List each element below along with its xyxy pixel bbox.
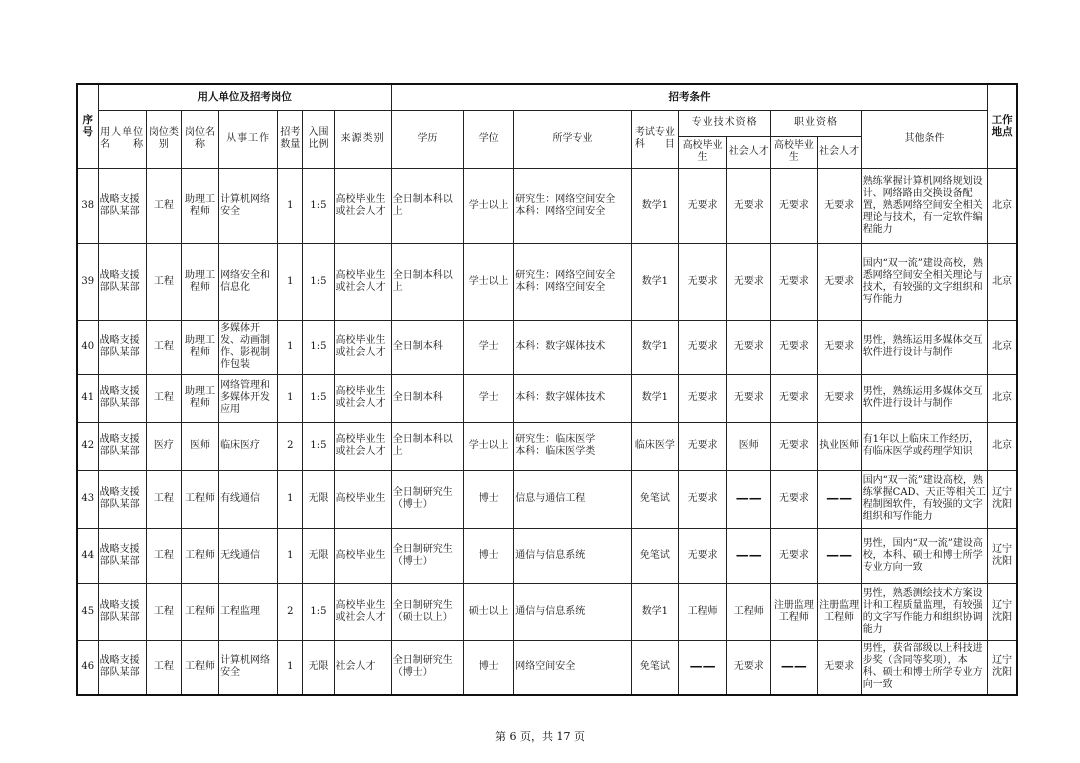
cell-duty: 网络安全和信息化 xyxy=(219,243,278,320)
cell-ratio: 1:5 xyxy=(303,422,334,470)
table-row xyxy=(77,243,1017,320)
cell-source: 高校毕业生或社会人才 xyxy=(334,320,391,374)
header-location: 工作地点 xyxy=(988,84,1017,168)
cell-ratio: 1:5 xyxy=(303,583,334,640)
table-row xyxy=(77,320,1017,374)
cell-other-conditions: 有1年以上临床工作经历，有临床医学或药理学知识 xyxy=(861,422,988,470)
cell-exam-subject: 临床医学 xyxy=(631,422,678,470)
cell-post-type: 医疗 xyxy=(146,422,181,470)
cell-source: 高校毕业生或社会人才 xyxy=(334,243,391,320)
cell-post-name: 助理工程师 xyxy=(181,168,218,243)
cell-ratio: 1:5 xyxy=(303,374,334,422)
cell-post-type: 工程 xyxy=(146,243,181,320)
cell-post-type: 工程 xyxy=(146,583,181,640)
header-seq: 序号 xyxy=(77,84,98,168)
cell-post-name: 助理工程师 xyxy=(181,374,218,422)
cell-tech-qual-grad: 无要求 xyxy=(678,528,726,583)
table-body xyxy=(77,168,1017,695)
header-post-name: 岗位名称 xyxy=(181,110,218,168)
cell-education: 全日制本科以上 xyxy=(391,168,463,243)
cell-row-number: 39 xyxy=(77,243,98,320)
cell-degree: 博士 xyxy=(464,470,514,528)
cell-duty: 临床医疗 xyxy=(219,422,278,470)
cell-location: 北京 xyxy=(988,320,1017,374)
cell-source: 高校毕业生或社会人才 xyxy=(334,583,391,640)
cell-unit-name: 战略支援部队某部 xyxy=(98,470,146,528)
cell-location: 辽宁沈阳 xyxy=(988,583,1017,640)
cell-job-qual-grad: 无要求 xyxy=(771,243,817,320)
cell-tech-qual-talent: —— xyxy=(727,528,771,583)
cell-exam-subject: 数学1 xyxy=(631,168,678,243)
cell-unit-name: 战略支援部队某部 xyxy=(98,422,146,470)
cell-row-number: 41 xyxy=(77,374,98,422)
cell-location: 辽宁沈阳 xyxy=(988,470,1017,528)
cell-tech-qual-grad: 工程师 xyxy=(678,583,726,640)
cell-degree: 硕士以上 xyxy=(464,583,514,640)
cell-major: 通信与信息系统 xyxy=(514,583,631,640)
cell-tech-qual-talent: 无要求 xyxy=(727,640,771,695)
cell-education: 全日制本科 xyxy=(391,374,463,422)
table-row xyxy=(77,583,1017,640)
cell-post-type: 工程 xyxy=(146,640,181,695)
cell-row-number: 46 xyxy=(77,640,98,695)
cell-exam-subject: 数学1 xyxy=(631,374,678,422)
header-major: 所学专业 xyxy=(514,110,631,168)
header-job-qual: 职业资格 xyxy=(771,110,861,136)
cell-row-number: 45 xyxy=(77,583,98,640)
cell-other-conditions: 男性，国内“双一流”建设高校，本科、硕士和博士所学专业方向一致 xyxy=(861,528,988,583)
cell-unit-name: 战略支援部队某部 xyxy=(98,320,146,374)
cell-job-qual-grad: 无要求 xyxy=(771,528,817,583)
cell-education: 全日制研究生（硕士以上） xyxy=(391,583,463,640)
cell-count: 1 xyxy=(278,320,303,374)
cell-count: 2 xyxy=(278,583,303,640)
cell-post-type: 工程 xyxy=(146,470,181,528)
header-other: 其他条件 xyxy=(861,110,988,168)
cell-count: 1 xyxy=(278,640,303,695)
cell-tech-qual-talent: 无要求 xyxy=(727,320,771,374)
cell-exam-subject: 免笔试 xyxy=(631,470,678,528)
cell-source: 高校毕业生或社会人才 xyxy=(334,168,391,243)
header-exam: 考试专业科 目 xyxy=(631,110,678,168)
cell-post-name: 工程师 xyxy=(181,583,218,640)
cell-duty: 多媒体开发、动画制作、影视制作包装 xyxy=(219,320,278,374)
cell-other-conditions: 男性，熟练运用多媒体交互软件进行设计与制作 xyxy=(861,320,988,374)
cell-tech-qual-talent: 无要求 xyxy=(727,168,771,243)
cell-education: 全日制本科以上 xyxy=(391,243,463,320)
cell-degree: 博士 xyxy=(464,528,514,583)
header-group-employer: 用人单位及招考岗位 xyxy=(98,84,391,110)
table-row xyxy=(77,470,1017,528)
cell-duty: 工程监理 xyxy=(219,583,278,640)
cell-degree: 学士 xyxy=(464,374,514,422)
cell-location: 辽宁沈阳 xyxy=(988,528,1017,583)
cell-duty: 计算机网络安全 xyxy=(219,168,278,243)
cell-ratio: 无限 xyxy=(303,528,334,583)
cell-unit-name: 战略支援部队某部 xyxy=(98,640,146,695)
cell-job-qual-talent: 无要求 xyxy=(817,243,861,320)
cell-other-conditions: 国内“双一流”建设高校，熟悉网络空间安全相关理论与技术，有较强的文字组织和写作能力 xyxy=(861,243,988,320)
header-jq-grad: 高校毕业生 xyxy=(771,136,817,168)
cell-location: 辽宁沈阳 xyxy=(988,640,1017,695)
cell-degree: 学士以上 xyxy=(464,243,514,320)
cell-location: 北京 xyxy=(988,243,1017,320)
cell-other-conditions: 男性，获省部级以上科技进步奖（含同等奖项），本科、硕士和博士所学专业方向一致 xyxy=(861,640,988,695)
cell-exam-subject: 数学1 xyxy=(631,320,678,374)
cell-job-qual-talent: —— xyxy=(817,528,861,583)
cell-education: 全日制研究生（博士） xyxy=(391,528,463,583)
header-duty: 从事工作 xyxy=(219,110,278,168)
cell-tech-qual-grad: 无要求 xyxy=(678,470,726,528)
cell-job-qual-talent: —— xyxy=(817,470,861,528)
cell-source: 高校毕业生 xyxy=(334,470,391,528)
cell-job-qual-grad: 无要求 xyxy=(771,168,817,243)
cell-job-qual-talent: 无要求 xyxy=(817,374,861,422)
cell-tech-qual-grad: 无要求 xyxy=(678,243,726,320)
cell-ratio: 1:5 xyxy=(303,243,334,320)
cell-tech-qual-grad: 无要求 xyxy=(678,422,726,470)
cell-education: 全日制研究生（博士） xyxy=(391,640,463,695)
cell-major: 网络空间安全 xyxy=(514,640,631,695)
cell-count: 1 xyxy=(278,470,303,528)
header-tq-talent: 社会人才 xyxy=(727,136,771,168)
cell-degree: 学士以上 xyxy=(464,168,514,243)
cell-major: 通信与信息系统 xyxy=(514,528,631,583)
cell-location: 北京 xyxy=(988,374,1017,422)
cell-post-name: 助理工程师 xyxy=(181,320,218,374)
cell-post-type: 工程 xyxy=(146,374,181,422)
cell-row-number: 42 xyxy=(77,422,98,470)
cell-count: 1 xyxy=(278,168,303,243)
cell-tech-qual-grad: 无要求 xyxy=(678,320,726,374)
cell-source: 社会人才 xyxy=(334,640,391,695)
cell-exam-subject: 数学1 xyxy=(631,583,678,640)
cell-unit-name: 战略支援部队某部 xyxy=(98,374,146,422)
header-degree: 学位 xyxy=(464,110,514,168)
cell-source: 高校毕业生或社会人才 xyxy=(334,422,391,470)
cell-tech-qual-grad: 无要求 xyxy=(678,374,726,422)
header-jq-talent: 社会人才 xyxy=(817,136,861,168)
cell-tech-qual-grad: —— xyxy=(678,640,726,695)
cell-major: 本科：数字媒体技术 xyxy=(514,320,631,374)
cell-tech-qual-talent: 医师 xyxy=(727,422,771,470)
cell-duty: 计算机网络安全 xyxy=(219,640,278,695)
cell-other-conditions: 男性，熟练运用多媒体交互软件进行设计与制作 xyxy=(861,374,988,422)
cell-unit-name: 战略支援部队某部 xyxy=(98,583,146,640)
cell-major: 研究生：网络空间安全 本科：网络空间安全 xyxy=(514,168,631,243)
header-group-conditions: 招考条件 xyxy=(391,84,987,110)
cell-tech-qual-talent: 无要求 xyxy=(727,374,771,422)
cell-duty: 有线通信 xyxy=(219,470,278,528)
cell-ratio: 1:5 xyxy=(303,168,334,243)
table-row xyxy=(77,640,1017,695)
cell-degree: 博士 xyxy=(464,640,514,695)
cell-post-name: 工程师 xyxy=(181,640,218,695)
cell-job-qual-grad: 无要求 xyxy=(771,320,817,374)
cell-count: 1 xyxy=(278,243,303,320)
header-tech-qual: 专业技术资格 xyxy=(678,110,770,136)
cell-count: 2 xyxy=(278,422,303,470)
cell-ratio: 无限 xyxy=(303,640,334,695)
cell-row-number: 44 xyxy=(77,528,98,583)
header-ratio: 入围比例 xyxy=(303,110,334,168)
cell-degree: 学士以上 xyxy=(464,422,514,470)
cell-tech-qual-talent: 工程师 xyxy=(727,583,771,640)
cell-tech-qual-talent: 无要求 xyxy=(727,243,771,320)
recruitment-table xyxy=(76,83,1018,696)
cell-exam-subject: 免笔试 xyxy=(631,528,678,583)
cell-post-type: 工程 xyxy=(146,168,181,243)
cell-job-qual-grad: —— xyxy=(771,640,817,695)
cell-other-conditions: 国内“双一流”建设高校，熟练掌握CAD、天正等相关工程制图软件，有较强的文字组织和写作能力 xyxy=(861,470,988,528)
cell-duty: 无线通信 xyxy=(219,528,278,583)
header-edu: 学历 xyxy=(391,110,463,168)
cell-education: 全日制研究生（博士） xyxy=(391,470,463,528)
cell-source: 高校毕业生或社会人才 xyxy=(334,374,391,422)
cell-post-name: 医师 xyxy=(181,422,218,470)
cell-major: 研究生：网络空间安全 本科：网络空间安全 xyxy=(514,243,631,320)
table-row xyxy=(77,422,1017,470)
cell-major: 信息与通信工程 xyxy=(514,470,631,528)
cell-location: 北京 xyxy=(988,422,1017,470)
cell-ratio: 1:5 xyxy=(303,320,334,374)
cell-post-type: 工程 xyxy=(146,528,181,583)
cell-exam-subject: 数学1 xyxy=(631,243,678,320)
cell-duty: 网络管理和多媒体开发应用 xyxy=(219,374,278,422)
cell-row-number: 38 xyxy=(77,168,98,243)
cell-job-qual-grad: 无要求 xyxy=(771,422,817,470)
header-unit-name: 用人单位名 称 xyxy=(98,110,146,168)
cell-other-conditions: 熟练掌握计算机网络规划设计、网络路由交换设备配置，熟悉网络空间安全相关理论与技术，有一定软件编程能力 xyxy=(861,168,988,243)
header-source: 来源类别 xyxy=(334,110,391,168)
cell-post-name: 助理工程师 xyxy=(181,243,218,320)
cell-post-type: 工程 xyxy=(146,320,181,374)
recruitment-table-container xyxy=(76,83,1018,696)
cell-job-qual-grad: 无要求 xyxy=(771,374,817,422)
cell-job-qual-grad: 注册监理工程师 xyxy=(771,583,817,640)
cell-unit-name: 战略支援部队某部 xyxy=(98,243,146,320)
cell-job-qual-talent: 无要求 xyxy=(817,320,861,374)
cell-job-qual-talent: 无要求 xyxy=(817,640,861,695)
table-row xyxy=(77,528,1017,583)
cell-education: 全日制本科以上 xyxy=(391,422,463,470)
cell-job-qual-talent: 注册监理工程师 xyxy=(817,583,861,640)
cell-education: 全日制本科 xyxy=(391,320,463,374)
cell-source: 高校毕业生 xyxy=(334,528,391,583)
cell-exam-subject: 免笔试 xyxy=(631,640,678,695)
cell-major: 研究生：临床医学 本科：临床医学类 xyxy=(514,422,631,470)
cell-post-name: 工程师 xyxy=(181,528,218,583)
cell-row-number: 40 xyxy=(77,320,98,374)
header-post-type: 岗位类别 xyxy=(146,110,181,168)
cell-post-name: 工程师 xyxy=(181,470,218,528)
cell-unit-name: 战略支援部队某部 xyxy=(98,528,146,583)
page-footer: 第 6 页，共 17 页 xyxy=(495,730,585,743)
cell-tech-qual-grad: 无要求 xyxy=(678,168,726,243)
cell-ratio: 无限 xyxy=(303,470,334,528)
cell-count: 1 xyxy=(278,374,303,422)
cell-count: 1 xyxy=(278,528,303,583)
cell-unit-name: 战略支援部队某部 xyxy=(98,168,146,243)
cell-tech-qual-talent: —— xyxy=(727,470,771,528)
cell-job-qual-grad: 无要求 xyxy=(771,470,817,528)
table-row xyxy=(77,374,1017,422)
header-tq-grad: 高校毕业生 xyxy=(678,136,726,168)
cell-job-qual-talent: 执业医师 xyxy=(817,422,861,470)
cell-major: 本科：数字媒体技术 xyxy=(514,374,631,422)
cell-job-qual-talent: 无要求 xyxy=(817,168,861,243)
cell-degree: 学士 xyxy=(464,320,514,374)
cell-other-conditions: 男性，熟悉测绘技术方案设计和工程质量监理，有较强的文字写作能力和组织协调能力 xyxy=(861,583,988,640)
table-row xyxy=(77,168,1017,243)
cell-row-number: 43 xyxy=(77,470,98,528)
header-count: 招考数量 xyxy=(278,110,303,168)
cell-location: 北京 xyxy=(988,168,1017,243)
